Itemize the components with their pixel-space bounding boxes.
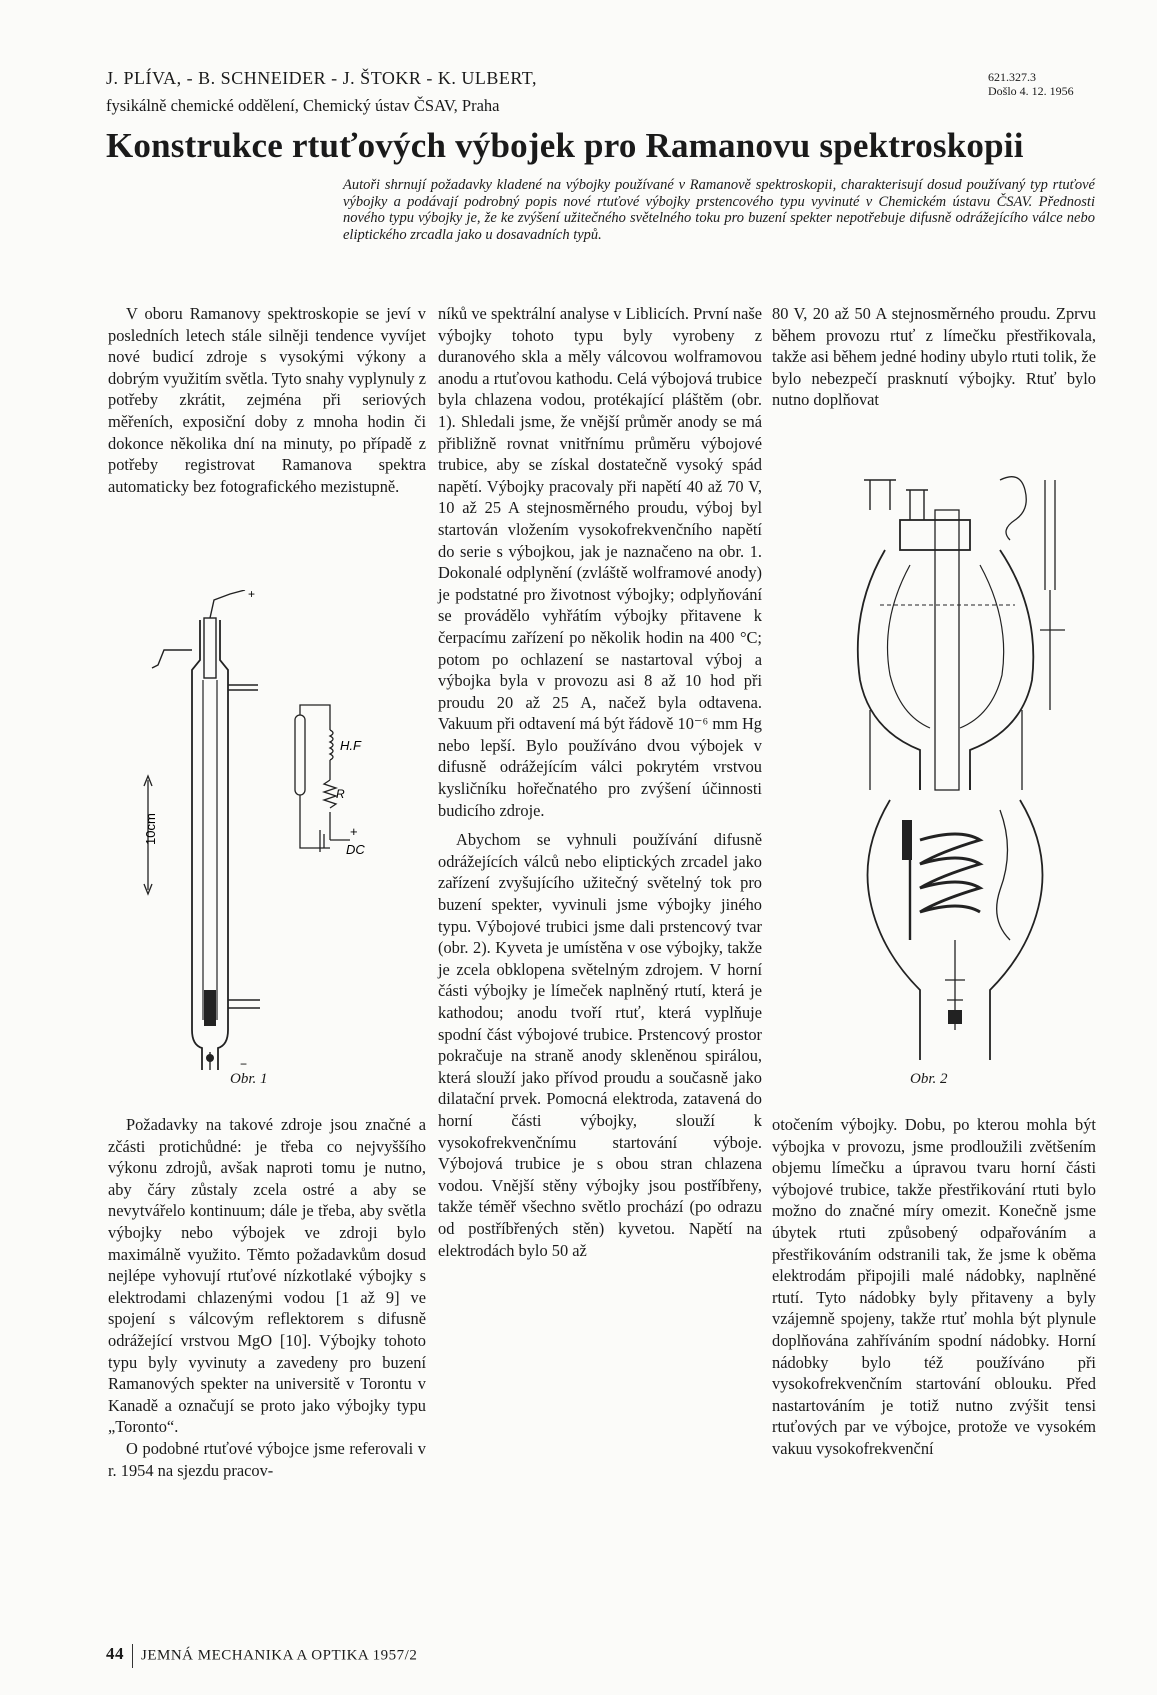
cathode-mercury (204, 990, 216, 1026)
tube-outer-left (192, 620, 202, 1070)
r-label: R (336, 787, 345, 801)
paragraph: Abychom se vyhnuli používání difusně odrážejících válců nebo eliptických zrcadel jako zařízení zvyšujícího užitečný světelný tok pro buzení spekter, vyvinuli jsme výbojky jiného typu. Výbojové trubici jsme dali prstencový tvar (obr. 2). Kyveta je umístěna v ose výbojky, takže je zcela obklopena světelným zdrojem. V horní části výbojky je límeček naplněný rtutí, která je kathodou; anodu tvoří rtuť, která vyplňuje spodní část výbojové trubice. Prstencový prostor pokračuje na straně anody skleněnou spirálou, která slouží jako přívod proudu a současně jako dilatační prvek. Pomocná elektroda, zatavená do horní části výbojky, slouží k vysokofrekvenčnímu startování výboje. Výbojová trubice je s obou stran chlazena vodou. Vnější stěny výbojky jsou postříbřeny, takže téměř všechno světlo prochází (po odrazu od postříbřených stěn) kyvetou. Napětí na elektrodách bylo 50 až (438, 830, 762, 1260)
minus-sign: − (240, 1057, 248, 1070)
figure-1-caption: Obr. 1 (230, 1071, 268, 1087)
page-footer (106, 1644, 417, 1668)
scale-label: 10cm (143, 813, 158, 845)
paragraph: O podobné rtuťové výbojce jsme referovali v r. 1954 na sjezdu pracov- (108, 1438, 426, 1480)
paragraph: otočením výbojky. Dobu, po kterou mohla být výbojka v provozu, jsme prodloužili zvětšením objemu límečku a úpravou tvaru horní části výbojové trubice, takže přestřikování rtuti bylo možno do značné míry omezit. Konečně jsme úbytek rtuti způsobený odpařováním a přestřikováním odstranili tak, že jsme k oběma elektrodám připojili malé nádobky, naplněné rtutí. Tyto nádobky byly přitaveny a byly vzájemně spojeny, takže rtuť mohla být plynule doplňována zahříváním spodní nádobky. Horní nádobky bylo též používáno při vysokofrekvenčním startování oblouku. Před nastartováním je totiž nutno zvýšit tensi rtuťových par ve výbojce, protože ve vysokém vakuu vysokofrekvenční (772, 1115, 1096, 1458)
column-3-top (772, 303, 1096, 411)
journal-name: JEMNÁ MECHANIKA A OPTIKA 1957/2 (141, 1647, 418, 1664)
authors: J. PLÍVA, - B. SCHNEIDER - J. ŠTOKR - K. ULBERT, (106, 68, 537, 88)
column-1-bottom (108, 1114, 426, 1481)
figure-2 (850, 470, 1090, 1060)
article-title: Konstrukce rtuťových výbojek pro Ramanovu spektroskopii (106, 126, 1024, 165)
figure-1 (140, 590, 420, 1070)
column-3-bottom (772, 1114, 1096, 1460)
abstract: Autoři shrnují požadavky kladené na výbojky používané v Ramanově spektroskopii, charakterisují dosud používaný typ rtuťové výbojky a podávají podrobný popis nové rtuťové výbojky prstencového typu vyvinuté v Chemickém ústavu ČSAV. Přednosti nového typu výbojky je, že ke zvýšení užitečného světelného toku pro buzení spekter nepotřebuje difusně odrážejícího válce nebo eliptického zrcadla jako u dosavadních typů. (343, 177, 1095, 243)
cathode-contact (206, 1054, 214, 1062)
dc-label: DC (346, 842, 365, 857)
paragraph: V oboru Ramanovy spektroskopie se jeví v posledních letech stále silněji tendence vyvíjet nové budicí zdroje s vysokými výkony a dobrým využitím světla. Tyto snahy vyplynuly z potřeby zkrátit, zejména při seriových měřeních, exposiční doby z mnoha hodin či dokonce několika dní na minuty, po případě z potřeby registrovat Ramanova spektra automaticky bez fotografického mezistupně. (108, 304, 426, 496)
electrode-contact (948, 1010, 962, 1024)
hf-label: H.F (340, 738, 361, 753)
figure-2-caption: Obr. 2 (910, 1071, 948, 1087)
tube-outer-right (218, 620, 228, 1070)
mercury-reservoir (902, 820, 912, 860)
page-number: 44 (106, 1644, 124, 1664)
paragraph: níků ve spektrální analyse v Liblicích. První naše výbojky tohoto typu byly vyrobeny z duranového skla a měly válcovou wolframovou anodu a rtuťovou kathodu. Celá výbojová trubice byla chlazena vodou, protékající pláštěm (obr. 1). Shledali jsme, že vnější průměr anody se má přibližně rovnat vnitřnímu průměru výbojové trubice, aby se získal dostatečně vysoký spád napětí. Výbojky pracovaly při napětí 40 až 70 V, 10 až 25 A stejnosměrného proudu, výboj byl startován vložením vysokofrekvenčního napětí do serie s výbojkou, jak je naznačeno na obr. 1. Dokonalé odplynění (zvláště wolframové anody) je podstatné pro životnost výbojky; odplyňování se provádělo vyhřátím výbojky přitavene k čerpacímu zařízení po několik hodin na 400 °C; potom po ochlazení se nastartoval výboj a výbojka byla v provozu asi 8 až 10 hod při proudu 20 až 25 A, načež byla odtavena. Vakuum při odtavení má být řádově 10⁻⁶ mm Hg nebo lepší. Bylo používáno dvou výbojek v difusně odrážejícím válci pokrytém vrstvou kysličníku hořečnatého pro zvýšení účinnosti budicího zdroje. (438, 304, 762, 820)
paragraph: Požadavky na takové zdroje jsou značné a zčásti protichůdné: je třeba co nejvyššího výkonu zdrojů, avšak naproti tomu je nutno, aby čáry zůstaly zcela ostré a aby se nevytvářelo kontinuum; dále je třeba, aby světla výbojky nebo výbojek ve zdroji bylo maximálně využito. Těmto požadavkům dosud nejlépe vyhovují rtuťové nízkotlaké výbojky s elektrodami chlazenými vodou [1 až 9] ve spojení s válcovým reflektorem s difusně odrážející vrstvou MgO [10]. Výbojky tohoto typu byly vyvinuty a zavedeny pro buzení Ramanových spekter na universitě v Torontu v Kanadě a označují se proto jako výbojky typu „Toronto“. (108, 1115, 426, 1437)
udc-code: 621.327.3 (988, 70, 1036, 84)
column-1-top (108, 303, 426, 497)
plus-sign-top: + (248, 590, 256, 601)
circuit-diagram (295, 705, 350, 852)
received-date: Došlo 4. 12. 1956 (988, 84, 1074, 98)
paragraph: 80 V, 20 až 50 A stejnosměrného proudu. Zprvu během provozu rtuť z límečku přestřikovala, takže asi během jedné hodiny ubylo rtuti tolik, že bylo nebezpečí prasknutí výbojky. Rtuť bylo nutno doplňovat (772, 304, 1096, 410)
udc-block (988, 70, 1074, 98)
footer-divider (132, 1644, 133, 1668)
affiliation: fysikálně chemické oddělení, Chemický ústav ČSAV, Praha (106, 96, 500, 115)
column-2 (438, 303, 762, 1261)
plus-sign: + (350, 824, 358, 839)
